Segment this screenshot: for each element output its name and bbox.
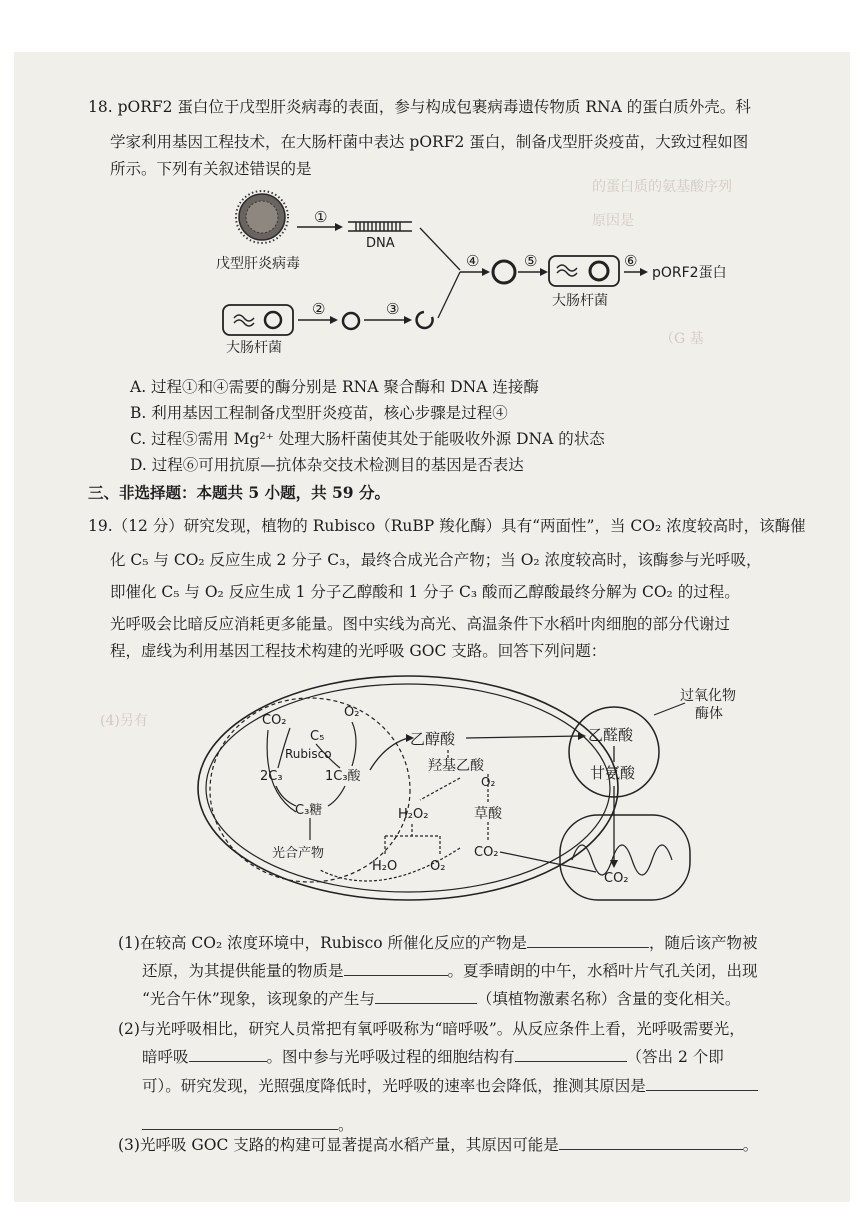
peroxisome-label-2: 酶体 — [695, 706, 723, 722]
q19-part1-line2: 还原，为其提供能量的物质是 。夏季晴朗的中午，水稻叶片气孔关闭，出现 — [142, 962, 758, 980]
q19-stem-line4: 光呼吸会比暗反应消耗更多能量。图中实线为高光、高温条件下水稻叶肉细胞的部分代谢过 — [110, 615, 731, 633]
glyoxylate-label: 乙醛酸 — [588, 726, 634, 744]
answer-blank[interactable] — [515, 1047, 627, 1062]
h2o2-label: H₂O₂ — [398, 807, 429, 822]
co2-mito-label: CO₂ — [604, 871, 629, 886]
q19-part2-line1: (2)与光呼吸相比，研究人员常把有氧呼吸称为“暗呼吸”。从反应条件上看，光呼吸需要光， — [118, 1020, 745, 1038]
bleed-through: 的蛋白质的氨基酸序列 — [592, 179, 732, 195]
1c3-label: 1C₃酸 — [325, 769, 361, 784]
answer-blank[interactable] — [142, 1115, 338, 1130]
o2-b-label: O₂ — [481, 775, 496, 789]
c5-label: C₅ — [310, 729, 325, 744]
q18-option-a: A. 过程①和④需要的酶分别是 RNA 聚合酶和 DNA 连接酶 — [130, 378, 539, 396]
arrow — [466, 736, 580, 738]
c3-sugar-label: C₃糖 — [295, 803, 323, 818]
bleed-through: (4)另有 — [100, 713, 148, 729]
peroxisome-label: 过氧化物 — [680, 688, 736, 704]
h2o-label: H₂O — [372, 859, 398, 874]
arrow — [328, 786, 345, 806]
answer-blank[interactable] — [646, 1076, 758, 1091]
dna-label: DNA — [366, 236, 395, 251]
co2-label: CO₂ — [262, 713, 287, 728]
glycine-label: 甘氨酸 — [590, 764, 636, 782]
arrow — [352, 722, 356, 766]
step-5: ⑤ — [524, 252, 538, 270]
2c3-label: 2C₃ — [260, 769, 283, 784]
q19-part3-line1: (3)光呼吸 GOC 支路的构建可显著提高水稻产量，其原因可能是 。 — [118, 1136, 759, 1154]
oxalic-label: 草酸 — [474, 806, 502, 822]
arrow — [500, 852, 596, 872]
q19-stem-line2: 化 C₅ 与 CO₂ 反应生成 2 分子 C₃，最终合成光合产物；当 O₂ 浓度较高时，该酶参与光呼吸， — [110, 551, 762, 569]
step-4: ④ — [466, 252, 480, 270]
q19-part2-line2: 暗呼吸 。图中参与光呼吸过程的细胞结构有 （答出 2 个即 — [142, 1048, 724, 1066]
leader-line — [654, 703, 685, 715]
q19-stem-line5: 程，虚线为利用基因工程技术构建的光呼吸 GOC 支路。回答下列问题： — [110, 642, 607, 660]
step-2: ② — [312, 300, 326, 318]
ecoli-label: 大肠杆菌 — [226, 340, 282, 356]
q18-option-b: B. 利用基因工程制备戊型肝炎疫苗，核心步骤是过程④ — [130, 404, 508, 422]
q19-part2-line3: 可）。研究发现，光照强度降低时，光呼吸的速率也会降低，推测其原因是 — [142, 1075, 758, 1097]
q19-part2-line4: 。 — [142, 1114, 354, 1136]
o2-c-label: O₂ — [430, 859, 446, 874]
q18-option-d: D. 过程⑥可用抗原—抗体杂交技术检测目的基因是否表达 — [130, 456, 524, 474]
arrow — [370, 738, 408, 770]
bleed-through: 原因是 — [592, 213, 634, 229]
q18-stem-line2: 学家利用基因工程技术，在大肠杆菌中表达 pORF2 蛋白，制备戊型肝炎疫苗，大致过程如图 — [110, 133, 749, 151]
section-heading: 三、非选择题：本题共 5 小题，共 59 分。 — [88, 483, 390, 502]
o2-label: O₂ — [344, 705, 360, 720]
rubisco-label: Rubisco — [285, 747, 332, 761]
co2-b-label: CO₂ — [474, 845, 499, 860]
product-label: pORF2蛋白 — [652, 265, 727, 281]
photo-product-label: 光合产物 — [272, 846, 325, 861]
glycolate-label: 乙醇酸 — [410, 730, 456, 748]
step-1: ① — [314, 208, 328, 226]
step-6: ⑥ — [624, 252, 638, 270]
ecoli-label-2: 大肠杆菌 — [552, 293, 608, 309]
q19-part1-line3: “光合午休”现象，该现象的产生与 （填植物激素名称）含量的变化相关。 — [142, 990, 741, 1008]
q19-stem-line3: 即催化 C₅ 与 O₂ 反应生成 1 分子乙醇酸和 1 分子 C₃ 酸而乙醇酸最终分解为 CO₂ 的过程。 — [110, 583, 740, 601]
arrow-head — [578, 732, 586, 740]
answer-blank[interactable] — [344, 961, 448, 976]
q19-stem-line1: 19.（12 分）研究发现，植物的 Rubisco（RuBP 羧化酶）具有“两面性”，当 CO₂ 浓度较高时，该酶催 — [88, 517, 806, 535]
hydroxyacetate-label: 羟基乙酸 — [428, 758, 484, 774]
q18-stem-line3: 所示。下列有关叙述错误的是 — [110, 160, 312, 178]
virus-label: 戊型肝炎病毒 — [216, 256, 300, 272]
q18-stem-line1: 18. pORF2 蛋白位于戊型肝炎病毒的表面，参与构成包裹病毒遗传物质 RNA 的蛋白质外壳。科 — [88, 98, 751, 116]
bleed-through: （G 基 — [660, 331, 704, 347]
dashed-arrow — [420, 778, 460, 800]
q18-option-c: C. 过程⑤需用 Mg²⁺ 处理大肠杆菌使其处于能吸收外源 DNA 的状态 — [130, 430, 605, 448]
answer-blank[interactable] — [559, 1135, 743, 1150]
step-3: ③ — [386, 300, 400, 318]
answer-blank[interactable] — [189, 1047, 267, 1062]
answer-blank[interactable] — [527, 933, 649, 948]
answer-blank[interactable] — [375, 989, 477, 1004]
q19-part1-line1: (1)在较高 CO₂ 浓度环境中，Rubisco 所催化反应的产物是 ，随后该产物被 — [118, 934, 758, 952]
